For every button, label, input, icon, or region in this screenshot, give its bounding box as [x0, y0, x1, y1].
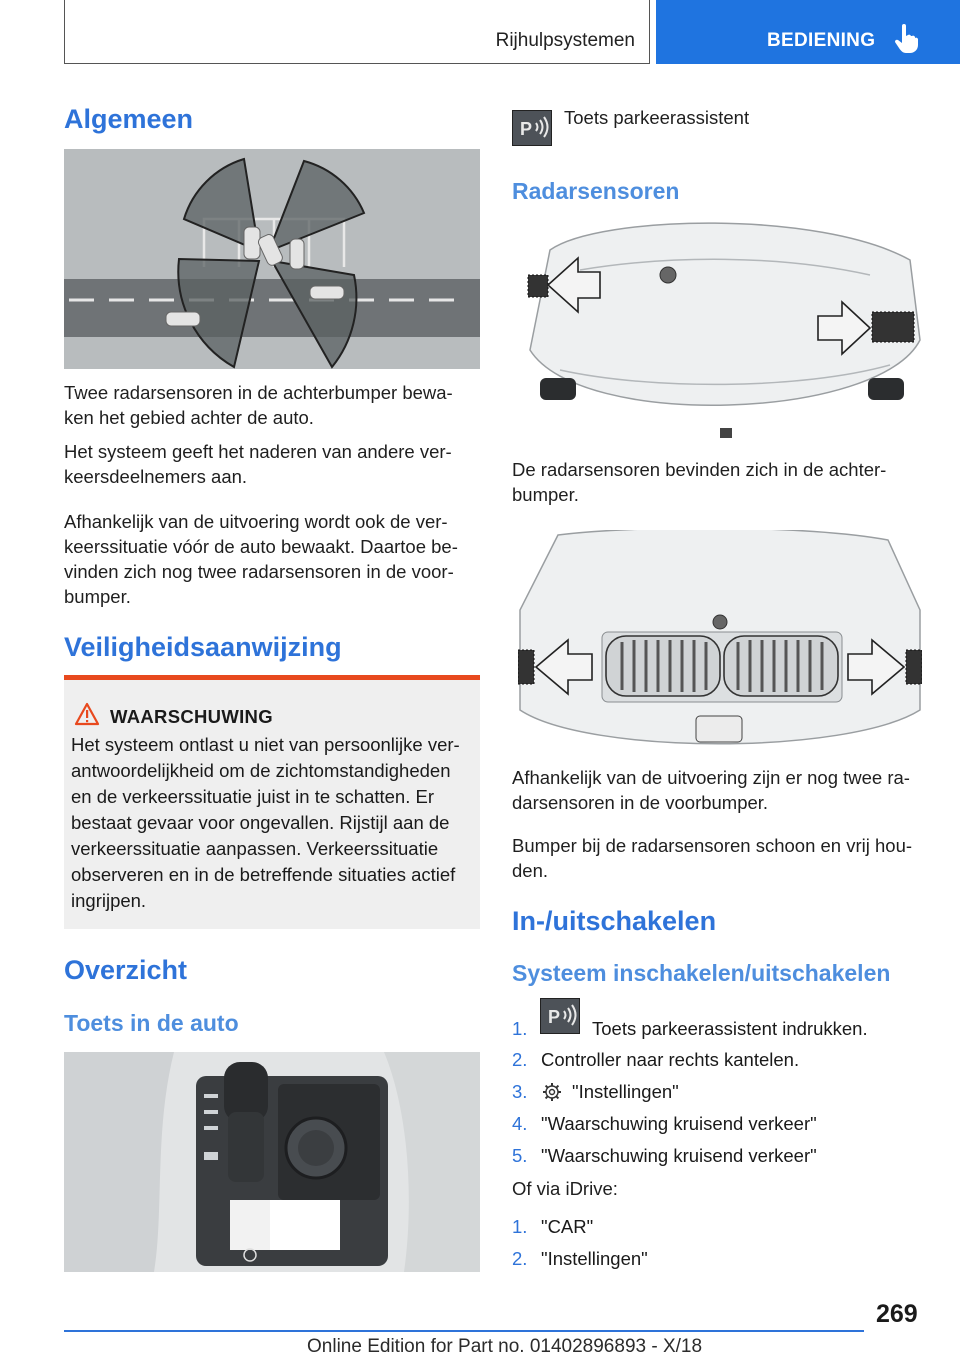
warning-line: verkeerssituatie aanpassen. Verkeerssituatie [71, 838, 439, 859]
list-number: 5. [512, 1145, 528, 1166]
footer-edition: Online Edition for Part no. 01402896893 - X/18 [307, 1336, 703, 1357]
warning-triangle-icon [74, 702, 100, 726]
radar-coverage-illustration [64, 149, 480, 369]
header-chapter-title: BEDIENING [767, 30, 876, 51]
paragraph-line: keerssituatie vóór de auto bewaakt. Daartoe be- [64, 536, 458, 557]
park-assist-button-icon [512, 110, 552, 146]
paragraph-line: Bumper bij de radarsensoren schoon en vrij hou- [512, 835, 913, 856]
list-number: 2. [512, 1248, 528, 1269]
paragraph-line: bumper. [64, 586, 131, 607]
subheading-radarsensoren: Radarsensoren [512, 178, 680, 204]
heading-algemeen: Algemeen [64, 104, 194, 134]
footer-divider [64, 1330, 864, 1332]
warning-title: WAARSCHUWING [110, 706, 273, 727]
subheading-systeem-inschakelen: Systeem inschakelen/uitschakelen [512, 960, 891, 986]
button-caption: Toets parkeerassistent [564, 107, 750, 128]
paragraph-line: Afhankelijk van de uitvoering wordt ook de ver- [64, 511, 448, 532]
paragraph-line: keersdeelnemers aan. [64, 466, 248, 487]
paragraph-line: ken het gebied achter de auto. [64, 407, 314, 428]
svg-text:P: P [520, 119, 533, 139]
svg-text:P: P [548, 1007, 561, 1027]
paragraph-line: Het systeem geeft het naderen van andere ver- [64, 441, 452, 462]
gear-icon [542, 1082, 562, 1102]
list-number: 3. [512, 1081, 528, 1102]
header-chapter-tab [656, 0, 960, 64]
list-text: "CAR" [541, 1216, 594, 1237]
pointing-hand-icon [893, 24, 919, 54]
warning-line: bestaat gevaar voor ongevallen. Rijstijl aan de [71, 812, 450, 833]
paragraph-line: Of via iDrive: [512, 1178, 618, 1199]
paragraph-line: Afhankelijk van de uitvoering zijn er nog twee ra- [512, 767, 910, 788]
list-text: "Instellingen" [572, 1081, 679, 1102]
subheading-toets-in-de-auto: Toets in de auto [64, 1010, 239, 1036]
list-text: Toets parkeerassistent indrukken. [592, 1018, 868, 1039]
page-number: 269 [876, 1300, 918, 1328]
warning-box [64, 675, 480, 929]
paragraph-line: den. [512, 860, 549, 881]
front-bumper-sensors-illustration [518, 530, 922, 750]
heading-veiligheidsaanwijzing: Veiligheidsaanwijzing [64, 632, 342, 662]
warning-line: en de verkeerssituatie juist in te schatten. Er [71, 786, 434, 807]
warning-line: antwoordelijkheid om de zichtomstandigheden [71, 760, 451, 781]
list-number: 2. [512, 1049, 528, 1070]
paragraph-line: bumper. [512, 484, 579, 505]
list-text: "Waarschuwing kruisend verkeer" [541, 1145, 817, 1166]
warning-line: Het systeem ontlast u niet van persoonlijke ver- [71, 734, 460, 755]
rear-bumper-sensors-illustration [520, 220, 928, 440]
list-text: "Instellingen" [541, 1248, 648, 1269]
list-number: 1. [512, 1018, 528, 1039]
paragraph-line: vinden zich nog twee radarsensoren in de voor- [64, 561, 454, 582]
warning-body [71, 732, 475, 914]
list-number: 1. [512, 1216, 528, 1237]
header-section-title: Rijhulpsystemen [495, 30, 635, 51]
center-console-illustration [64, 1052, 480, 1272]
paragraph-line: Twee radarsensoren in de achterbumper bewa- [64, 382, 453, 403]
list-text: "Waarschuwing kruisend verkeer" [541, 1113, 817, 1134]
paragraph-line: darsensoren in de voorbumper. [512, 792, 769, 813]
header-section-tab [64, 0, 650, 64]
park-assist-button-icon [540, 998, 580, 1034]
heading-in-uitschakelen: In-/uitschakelen [512, 906, 717, 936]
paragraph-line: De radarsensoren bevinden zich in de achter- [512, 459, 887, 480]
list-text: Controller naar rechts kantelen. [541, 1049, 800, 1070]
warning-line: observeren en in de betreffende situaties actief [71, 864, 456, 885]
warning-line: ingrijpen. [71, 890, 147, 911]
list-number: 4. [512, 1113, 528, 1134]
heading-overzicht: Overzicht [64, 955, 188, 985]
